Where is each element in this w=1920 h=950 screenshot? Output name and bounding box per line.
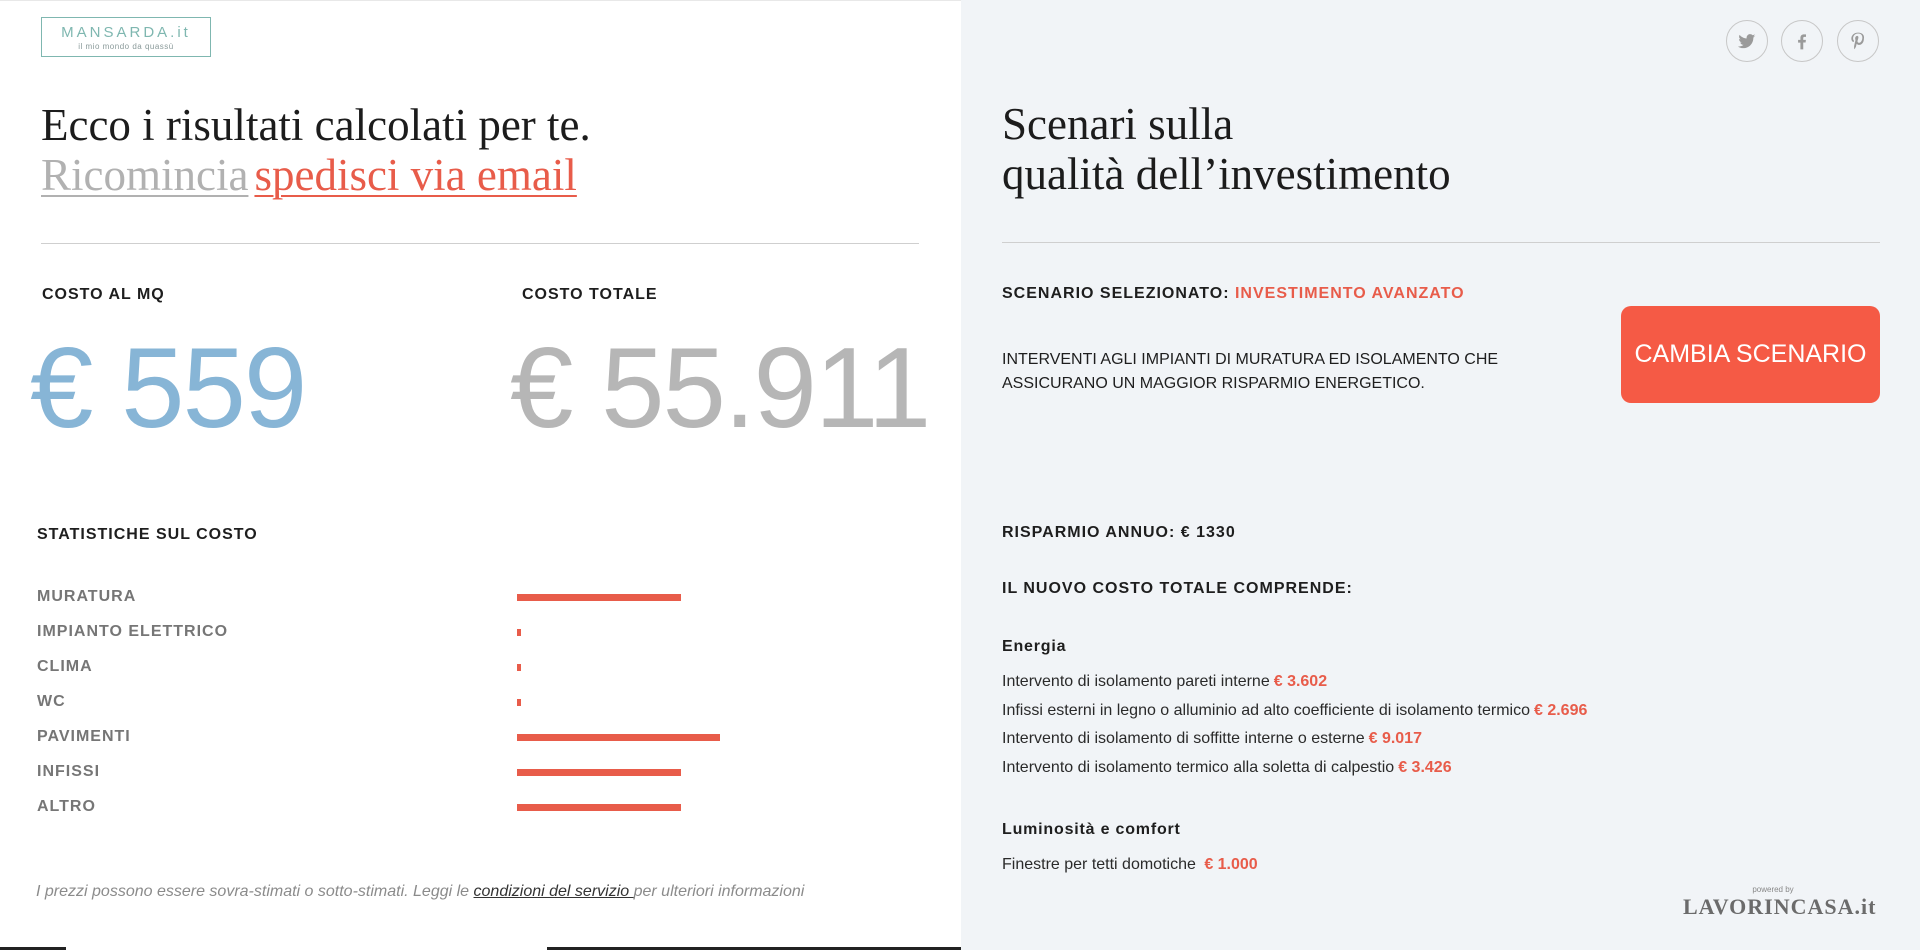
scenario-value: INVESTIMENTO AVANZATO: [1234, 285, 1465, 302]
stat-name: CLIMA: [37, 658, 93, 675]
cost-item-price: € 3.602: [1273, 673, 1328, 690]
annual-savings: RISPARMIO ANNUO: € 1330: [1002, 524, 1236, 541]
stat-bar: [517, 804, 681, 811]
stat-bar: [517, 664, 521, 671]
cost-item-price: € 3.426: [1398, 758, 1452, 776]
stat-name: PAVIMENTI: [37, 728, 131, 745]
stat-bar: [517, 734, 720, 741]
results-headline: [41, 100, 591, 200]
stat-name: INFISSI: [37, 763, 101, 780]
cost-item-price: € 2.696: [1533, 701, 1588, 719]
cost-item-label: Intervento di isolamento di soffitte interne o esterne: [1002, 730, 1365, 747]
cost-item: [1002, 759, 1452, 777]
cost-item: [1002, 730, 1422, 748]
cost-per-sqm-value: € 559: [30, 325, 306, 452]
twitter-button[interactable]: [1726, 20, 1768, 62]
scenarios-panel: [961, 0, 1920, 950]
stat-row: [37, 588, 757, 608]
stat-bar: [517, 699, 521, 706]
divider: [1002, 242, 1880, 243]
cost-item: [1002, 702, 1587, 720]
twitter-icon: [1737, 31, 1757, 51]
site-logo[interactable]: [41, 17, 211, 57]
stat-bar: [517, 769, 681, 776]
lavorincasa-logo: LAVORINCASA.it: [1683, 894, 1877, 919]
footnote-text-end: per ulteriori informazioni: [633, 883, 805, 900]
restart-link[interactable]: Ricomincia: [41, 150, 249, 200]
cost-per-sqm-label: COSTO AL MQ: [42, 286, 165, 303]
facebook-icon: [1792, 31, 1812, 51]
cost-item-label: Infissi esterni in legno o alluminio ad alto coefficiente di isolamento termico: [1002, 701, 1530, 719]
stat-row: [37, 658, 757, 678]
stat-bar: [517, 629, 521, 636]
powered-by-logo[interactable]: [1683, 885, 1881, 920]
powered-by-text: powered by: [1752, 885, 1794, 894]
divider: [41, 243, 919, 244]
footnote-text: I prezzi possono essere sovra-stimati o sotto-stimati. Leggi le: [36, 883, 474, 900]
email-link[interactable]: spedisci via email: [254, 150, 577, 200]
scenario-description: INTERVENTI AGLI IMPIANTI DI MURATURA ED ISOLAMENTO CHE ASSICURANO UN MAGGIOR RISPARMIO ENERGETICO.: [1002, 351, 1499, 392]
terms-link[interactable]: condizioni del servizio: [473, 883, 634, 900]
stat-row: [37, 763, 757, 783]
footnote: [36, 883, 804, 901]
stat-row: [37, 693, 757, 713]
change-scenario-button[interactable]: CAMBIA SCENARIO: [1621, 306, 1880, 403]
category-title: Luminosità e comfort: [1002, 821, 1181, 838]
scenarios-title-line1: Scenari sulla: [1002, 99, 1234, 149]
stat-bar: [517, 594, 681, 601]
pinterest-icon: [1848, 31, 1868, 51]
stat-name: ALTRO: [37, 798, 96, 815]
scenario-selected-label: [1002, 285, 1465, 303]
cost-item-label: Intervento di isolamento pareti interne: [1002, 673, 1270, 690]
results-title: Ecco i risultati calcolati per te.: [41, 100, 591, 150]
category-title: Energia: [1002, 638, 1067, 655]
cost-item: [1002, 856, 1258, 874]
stats-title: STATISTICHE SUL COSTO: [37, 526, 258, 543]
cost-item-label: Intervento di isolamento termico alla soletta di calpestio: [1002, 758, 1395, 776]
pinterest-button[interactable]: [1837, 20, 1879, 62]
stat-name: WC: [37, 693, 66, 710]
logo-tagline: il mio mondo da quassù: [78, 41, 174, 51]
facebook-button[interactable]: [1781, 20, 1823, 62]
total-cost-value: € 55.911: [510, 325, 930, 452]
stat-row: [37, 798, 757, 818]
cost-item-price: € 1.000: [1204, 856, 1258, 873]
scenarios-title-line2: qualità dell’investimento: [1002, 149, 1451, 199]
scenarios-headline: [1002, 99, 1451, 199]
stat-name: IMPIANTO ELETTRICO: [37, 623, 229, 640]
cost-item-label: Finestre per tetti domotiche: [1002, 856, 1201, 873]
stat-name: MURATURA: [37, 588, 137, 605]
cost-item-price: € 9.017: [1368, 730, 1422, 747]
scenario-label-text: SCENARIO SELEZIONATO:: [1002, 285, 1235, 302]
cost-item: [1002, 673, 1327, 691]
total-cost-label: COSTO TOTALE: [522, 286, 658, 303]
stat-row: [37, 728, 757, 748]
includes-title: IL NUOVO COSTO TOTALE COMPRENDE:: [1002, 580, 1353, 597]
logo-text: MANSARDA.it: [61, 23, 191, 41]
stat-row: [37, 623, 757, 643]
